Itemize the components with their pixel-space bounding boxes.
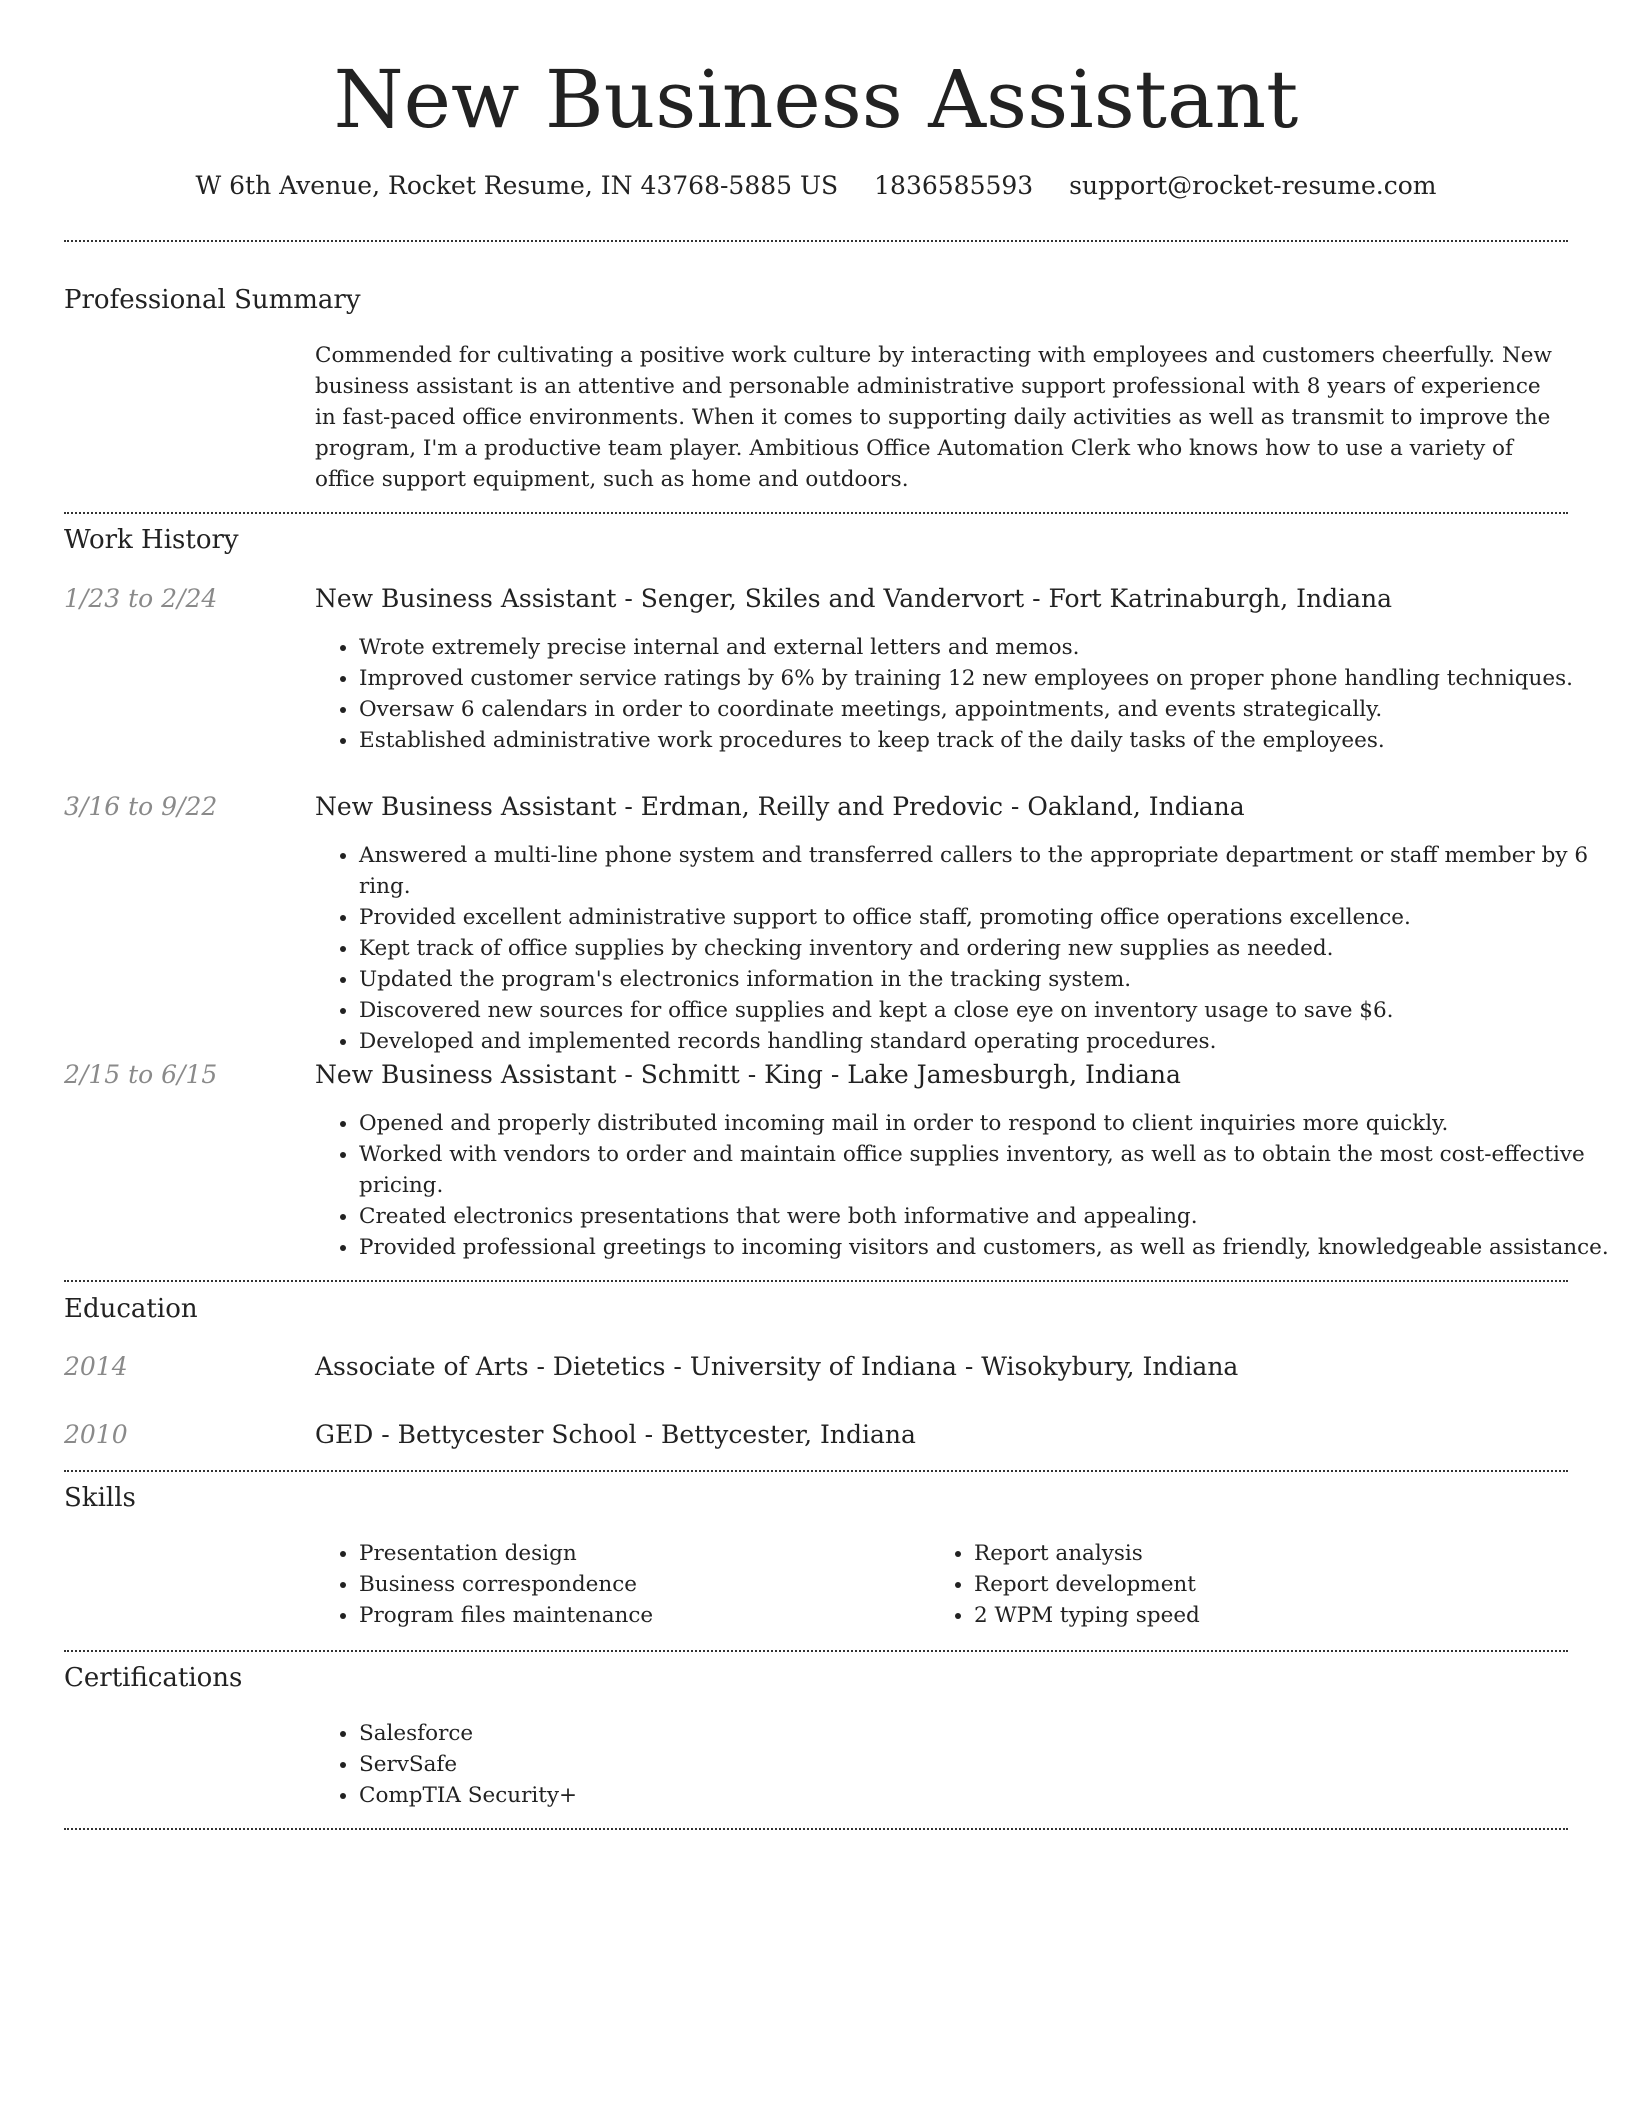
contact-phone: 1836585593: [874, 171, 1034, 200]
list-item: • Opened and properly distributed incoming mail in order to respond to client inquiries more quickly.: [359, 1108, 1612, 1139]
education-year: 2014: [64, 1352, 128, 1381]
contact-email: support@rocket-resume.com: [1069, 171, 1437, 200]
list-item: • CompTIA Security+: [359, 1780, 1612, 1811]
section-divider: [64, 1828, 1568, 1830]
list-item: • ServSafe: [359, 1749, 1612, 1780]
education-entry: [315, 1419, 1568, 1451]
list-item: • Created electronics presentations that were both informative and appealing.: [359, 1201, 1612, 1232]
job-heading: New Business Assistant - Schmitt - King - Lake Jamesburgh, Indiana: [315, 1060, 1181, 1089]
section-title-work: Work History: [64, 525, 239, 555]
job-bullets: [315, 1108, 1612, 1263]
list-item: • Provided excellent administrative support to office staff, promoting office operations excellence.: [359, 902, 1612, 933]
job-dates: 3/16 to 9/22: [64, 792, 218, 821]
section-divider: [64, 1280, 1568, 1282]
section-title-education: Education: [64, 1294, 198, 1324]
list-item: • Developed and implemented records handling standard operating procedures.: [359, 1026, 1612, 1057]
job-bullets: [315, 840, 1612, 1057]
list-item: • Improved customer service ratings by 6% by training 12 new employees on proper phone handling techniques.: [359, 663, 1612, 694]
list-item: • Report analysis: [974, 1538, 1632, 1569]
skills-list-right: [930, 1538, 1632, 1631]
certifications-list: [315, 1718, 1612, 1811]
job-heading: New Business Assistant - Senger, Skiles and Vandervort - Fort Katrinaburgh, Indiana: [315, 584, 1393, 613]
list-item: • Salesforce: [359, 1718, 1612, 1749]
section-divider: [64, 1650, 1568, 1652]
education-entry: [315, 1351, 1568, 1383]
list-item: • Discovered new sources for office supplies and kept a close eye on inventory usage to save $6.: [359, 995, 1612, 1026]
job-bullets: [315, 632, 1612, 756]
contact-line: [0, 170, 1632, 202]
contact-address: W 6th Avenue, Rocket Resume, IN 43768-5885 US: [195, 171, 839, 200]
list-item: • Report development: [974, 1569, 1632, 1600]
job-heading: New Business Assistant - Erdman, Reilly and Predovic - Oakland, Indiana: [315, 792, 1245, 821]
list-item: • Updated the program's electronics information in the tracking system.: [359, 964, 1612, 995]
section-title-certifications: Certifications: [64, 1663, 243, 1693]
section-divider: [64, 1470, 1568, 1472]
list-item: • Established administrative work procedures to keep track of the daily tasks of the employees.: [359, 725, 1612, 756]
list-item: • Wrote extremely precise internal and external letters and memos.: [359, 632, 1612, 663]
list-item: • 2 WPM typing speed: [974, 1600, 1632, 1631]
list-item: • Program files maintenance: [359, 1600, 1612, 1631]
list-item: • Kept track of office supplies by checking inventory and ordering new supplies as needed.: [359, 933, 1612, 964]
section-divider: [64, 240, 1568, 242]
section-title-skills: Skills: [64, 1483, 136, 1513]
list-item: • Business correspondence: [359, 1569, 1612, 1600]
education-degree: GED: [315, 1420, 374, 1449]
job-dates: 2/15 to 6/15: [64, 1060, 218, 1089]
section-title-summary: Professional Summary: [64, 285, 361, 315]
list-item: • Answered a multi-line phone system and transferred callers to the appropriate department or staff member by 6 ring.: [359, 840, 1612, 902]
education-details: - University of Indiana - Wisokybury, Indiana: [665, 1352, 1239, 1381]
list-item: • Provided professional greetings to incoming visitors and customers, as well as friendly, knowledgeable assistance.: [359, 1232, 1612, 1263]
candidate-name: New Business Assistant: [333, 53, 1299, 146]
summary-text: Commended for cultivating a positive work culture by interacting with employees and customers cheerfully. New business assistant is an attentive and personable administrative support professional with 8 years of experience in fast-paced office environments. When it comes to supporting daily activities as well as transmit to improve the program, I'm a productive team player. Ambitious Office Automation Clerk who knows how to use a variety of office support equipment, such as home and outdoors.: [315, 343, 1552, 492]
section-divider: [64, 512, 1568, 514]
education-degree: Associate of Arts - Dietetics: [315, 1352, 666, 1381]
education-year: 2010: [64, 1420, 128, 1449]
list-item: • Worked with vendors to order and maintain office supplies inventory, as well as to obtain the most cost-effective pricing.: [359, 1139, 1612, 1201]
education-details: - Bettycester School - Bettycester, Indiana: [373, 1420, 916, 1449]
list-item: • Oversaw 6 calendars in order to coordinate meetings, appointments, and events strategically.: [359, 694, 1612, 725]
list-item: • Presentation design: [359, 1538, 1612, 1569]
job-dates: 1/23 to 2/24: [64, 584, 218, 613]
